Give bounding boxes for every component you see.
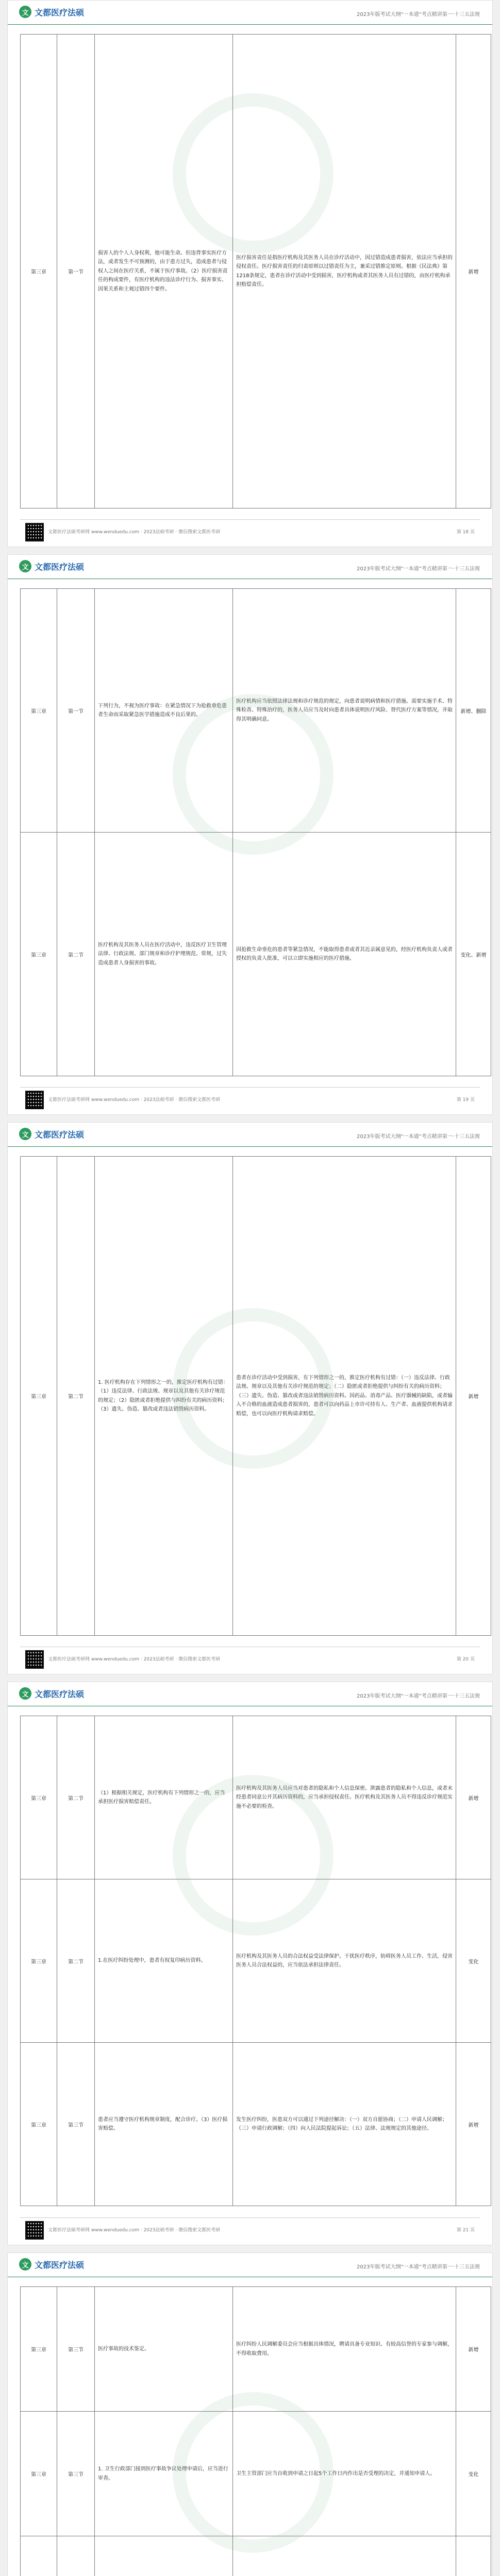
table-row xyxy=(21,833,491,1076)
cell-note: 变化 xyxy=(456,2412,491,2536)
page-number: 第 21 页 xyxy=(456,2228,475,2233)
footer-text: 文都医疗法硕考研网 www.wenduedu.com · 2023法硕考研 · 微信搜索文都医考研 xyxy=(48,1097,221,1103)
cell-old-text: 医疗机构及其医务人员在医疗活动中，违反医疗卫生管理法律、行政法规、部门规章和诊疗护理规范、常规，过失造成患者人身损害的事故。 xyxy=(95,833,233,1076)
cell-note: 新增、删除 xyxy=(456,589,491,833)
header-slogan: 2023年版考试大纲“一本通”考点精讲第一·十三五法规 xyxy=(357,1134,480,1140)
logo-icon: 文 xyxy=(19,1128,31,1140)
footer-text: 文都医疗法硕考研网 www.wenduedu.com · 2023法硕考研 · 微信搜索文都医考研 xyxy=(48,1657,221,1662)
logo-icon: 文 xyxy=(19,560,31,572)
logo-icon: 文 xyxy=(19,2258,31,2270)
cell-note: 新增 xyxy=(456,1716,491,1879)
brand-name: 文都医疗法硕 xyxy=(35,563,85,572)
cell-note: 新增 xyxy=(456,1157,491,1636)
cell-section: 第二节 xyxy=(57,1716,95,1879)
cell-new-text: 患者在诊疗活动中受到损害，有下列情形之一的，推定医疗机构有过错：（一）违反法律、行政法规、规章以及其他有关诊疗规范的规定；（二）隐匿或者拒绝提供与纠纷有关的病历资料；（三）遗失、伪造、篡改或者违法销毁病历资料。因药品、消毒产品、医疗器械的缺陷，或者输入不合格的血液造成患者损害的，患者可以向药品上市许可持有人、生产者、血液提供机构请求赔偿，也可以向医疗机构请求赔偿。 xyxy=(233,1157,456,1636)
cell-chapter: 第三章 xyxy=(21,2043,57,2206)
cell-chapter: 第三章 xyxy=(21,833,57,1076)
document-page xyxy=(7,1682,493,2245)
page-number: 第 20 页 xyxy=(456,1657,475,1662)
cell-new-text: 因抢救生命垂危的患者等紧急情况，不能取得患者或者其近亲属意见的，经医疗机构负责人或者授权的负责人批准，可以立即实施相应的医疗措施。 xyxy=(233,833,456,1076)
page-footer xyxy=(20,1647,480,1669)
cell-chapter: 第三章 xyxy=(21,1879,57,2043)
cell-note: 新增 xyxy=(456,2043,491,2206)
cell-new-text: 医疗机构应当依照法律法规和诊疗规范的规定，向患者说明病情和医疗措施。需要实施手术、特殊检查、特殊治疗的，医务人员应当及时向患者具体说明医疗风险、替代医疗方案等情况，并取得其明确同意。 xyxy=(233,589,456,833)
table-row xyxy=(21,589,491,833)
table-row xyxy=(21,1716,491,1879)
header-slogan: 2023年版考试大纲“一本通”考点精讲第一·十三五法规 xyxy=(357,2264,480,2270)
cell-section: 第二节 xyxy=(57,1879,95,2043)
comparison-table xyxy=(20,1156,491,1636)
page-header xyxy=(8,1,492,25)
qr-code-icon xyxy=(25,523,44,541)
cell-note xyxy=(456,2536,491,2576)
brand-name: 文都医疗法硕 xyxy=(35,1690,85,1699)
header-slogan: 2023年版考试大纲“一本通”考点精讲第一·十三五法规 xyxy=(357,566,480,572)
table-row xyxy=(21,2287,491,2412)
cell-old-text: 患者应当遵守医疗机构规章制度，配合诊疗。（3）医疗损害赔偿。 xyxy=(95,2043,233,2206)
cell-chapter: 第三章 xyxy=(21,589,57,833)
page-footer xyxy=(20,519,480,541)
brand-name: 文都医疗法硕 xyxy=(35,2261,85,2270)
page-number: 第 18 页 xyxy=(456,530,475,535)
footer-text: 文都医疗法硕考研网 www.wenduedu.com · 2023法硕考研 · 微信搜索文都医考研 xyxy=(48,2228,221,2233)
header-slogan: 2023年版考试大纲“一本通”考点精讲第一·十三五法规 xyxy=(357,12,480,18)
cell-new-text xyxy=(233,2536,456,2576)
header-slogan: 2023年版考试大纲“一本通”考点精讲第一·十三五法规 xyxy=(357,1693,480,1699)
cell-old-text: 下列行为，不视为医疗事故：在紧急情况下为抢救垂危患者生命而采取紧急医学措施造成不良后果的。 xyxy=(95,589,233,833)
page-number: 第 19 页 xyxy=(456,1097,475,1103)
cell-section: 第二节 xyxy=(57,1157,95,1636)
cell-old-text: （1）根据相关规定，医疗机构有下列情形之一的，应当承担医疗损害赔偿责任。 xyxy=(95,1716,233,1879)
cell-note: 变化、新增 xyxy=(456,833,491,1076)
cell-old-text: 1. 医疗机构存在下列情形之一的，推定医疗机构有过错：（1）违反法律、行政法规、规章以及其他有关诊疗规范的规定；（2）隐匿或者拒绝提供与纠纷有关的病历资料；（3）遗失、伪造、篡改或者违法销毁病历资料。 xyxy=(95,1157,233,1636)
brand-logo xyxy=(19,1128,84,1140)
cell-chapter xyxy=(21,2536,57,2576)
cell-section: 第三节 xyxy=(57,2287,95,2412)
comparison-table xyxy=(20,2286,491,2576)
cell-note: 新增 xyxy=(456,35,491,509)
cell-section xyxy=(57,2536,95,2576)
cell-section: 第三节 xyxy=(57,2412,95,2536)
page-footer xyxy=(20,1087,480,1109)
cell-old-text: 1.在医疗纠纷处理中，患者有权复印病历资料。 xyxy=(95,1879,233,2043)
table-row xyxy=(21,35,491,509)
brand-logo xyxy=(19,2258,84,2270)
cell-chapter: 第三章 xyxy=(21,2412,57,2536)
cell-chapter: 第三章 xyxy=(21,1716,57,1879)
table-row xyxy=(21,1879,491,2043)
cell-section: 第一节 xyxy=(57,589,95,833)
page-header xyxy=(8,2253,492,2277)
document-page xyxy=(7,554,493,1115)
cell-note: 新增 xyxy=(456,2287,491,2412)
cell-chapter: 第三章 xyxy=(21,1157,57,1636)
cell-section: 第三节 xyxy=(57,2043,95,2206)
cell-new-text: 卫生主管部门应当自收到申请之日起5个工作日内作出是否受理的决定，并通知申请人。 xyxy=(233,2412,456,2536)
document-page xyxy=(7,0,493,547)
comparison-table xyxy=(20,1716,491,2206)
cell-chapter: 第三章 xyxy=(21,35,57,509)
brand-logo xyxy=(19,1687,84,1700)
page-header xyxy=(8,1123,492,1147)
brand-logo xyxy=(19,6,84,18)
page-header xyxy=(8,555,492,579)
cell-section: 第一节 xyxy=(57,35,95,509)
cell-old-text: 损害人的个人人身权利，他可能生命。但违背事实医疗方法，或者发生不可预测的，由于患方过失，造成患者与侵权人之间在医疗关系，不属于医疗事故。（2）医疗损害责任的构成要件，有医疗机构的违法诊疗行为、损害事实、因果关系和主观过错四个要件。 xyxy=(95,35,233,509)
cell-new-text: 医疗纠纷人民调解委员会应当根据具体情况，聘请具备专业知识、有较高信誉的专家参与调解，不得收取费用。 xyxy=(233,2287,456,2412)
table-row xyxy=(21,1157,491,1636)
cell-chapter: 第三章 xyxy=(21,2287,57,2412)
cell-note: 变化 xyxy=(456,1879,491,2043)
cell-new-text: 医疗机构及其医务人员的合法权益受法律保护。干扰医疗秩序，妨碍医务人员工作、生活，侵害医务人员合法权益的，应当依法承担法律责任。 xyxy=(233,1879,456,2043)
logo-icon: 文 xyxy=(19,6,31,18)
cell-old-text: 1. 卫生行政部门接到医疗事故争议处理申请后，应当进行审查。 xyxy=(95,2412,233,2536)
page-header xyxy=(8,1682,492,1706)
qr-code-icon xyxy=(25,1650,44,1669)
cell-new-text: 医疗损害责任是指医疗机构及其医务人员在诊疗活动中，因过错造成患者损害，依法应当承担的侵权责任。医疗损害责任的归责原则以过错责任为主，兼采过错推定原则。根据《民法典》第1218条规定，患者在诊疗活动中受到损害，医疗机构或者其医务人员有过错的，由医疗机构承担赔偿责任。 xyxy=(233,35,456,509)
qr-code-icon xyxy=(25,1091,44,1109)
document-page xyxy=(7,1122,493,1674)
table-row xyxy=(21,2536,491,2576)
qr-code-icon xyxy=(25,2221,44,2240)
cell-section: 第二节 xyxy=(57,833,95,1076)
page-footer xyxy=(20,2217,480,2240)
table-row xyxy=(21,2412,491,2536)
footer-text: 文都医疗法硕考研网 www.wenduedu.com · 2023法硕考研 · 微信搜索文都医考研 xyxy=(48,530,221,535)
comparison-table xyxy=(20,588,491,1076)
comparison-table xyxy=(20,34,491,509)
document-page xyxy=(7,2252,493,2576)
cell-new-text: 医疗机构及其医务人员应当对患者的隐私和个人信息保密。泄露患者的隐私和个人信息，或者未经患者同意公开其病历资料的，应当承担侵权责任。医疗机构及其医务人员不得违反诊疗规范实施不必要的检查。 xyxy=(233,1716,456,1879)
brand-name: 文都医疗法硕 xyxy=(35,1130,85,1140)
table-row xyxy=(21,2043,491,2206)
cell-old-text: 医疗事故的技术鉴定。 xyxy=(95,2287,233,2412)
logo-icon: 文 xyxy=(19,1687,31,1700)
cell-new-text: 发生医疗纠纷，医患双方可以通过下列途径解决：（一）双方自愿协商；（二）申请人民调解；（三）申请行政调解；（四）向人民法院提起诉讼；（五）法律、法规规定的其他途径。 xyxy=(233,2043,456,2206)
cell-old-text xyxy=(95,2536,233,2576)
brand-name: 文都医疗法硕 xyxy=(35,8,85,18)
brand-logo xyxy=(19,560,84,572)
